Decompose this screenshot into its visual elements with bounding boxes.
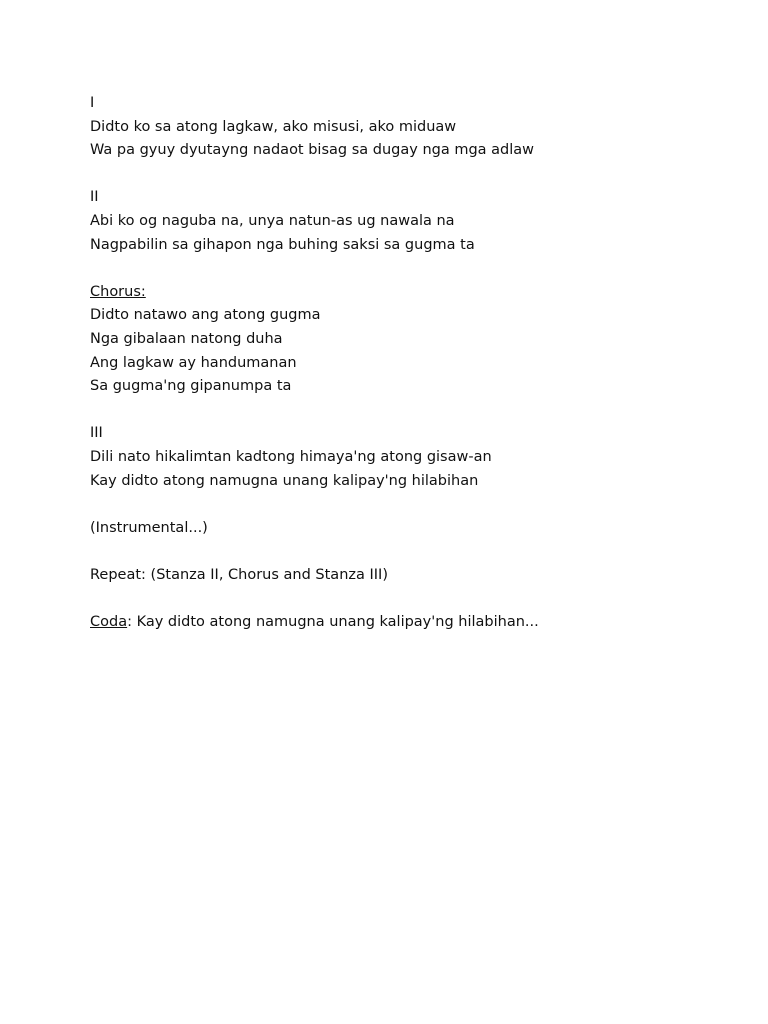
- stanza-1-line-2: Wa pa gyuy dyutayng nadaot bisag sa dugay nga mga adlaw: [90, 142, 535, 159]
- coda-text: : Kay didto atong namugna unang kalipay'ng hilabihan...: [127, 614, 539, 631]
- chorus-line-4: Sa gugma'ng gipanumpa ta: [90, 378, 292, 395]
- stanza-2-line-2: Nagpabilin sa gihapon nga buhing saksi sa gugma ta: [90, 236, 475, 253]
- instrumental-note: (Instrumental...): [90, 519, 208, 536]
- spacer: [90, 163, 730, 187]
- chorus-heading: [90, 281, 730, 305]
- stanza-1-label: I: [90, 95, 95, 111]
- stanza-3-line-1: Dili nato hikalimtan kadtong himaya'ng atong gisaw-an: [90, 448, 492, 465]
- chorus-line-1: Didto natawo ang atong gugma: [90, 307, 321, 324]
- chorus-line-2: Nga gibalaan natong duha: [90, 330, 283, 347]
- stanza-3-label: III: [90, 425, 103, 442]
- coda-label: Coda: [90, 614, 128, 631]
- coda-line: [90, 611, 730, 635]
- spacer: [90, 587, 730, 611]
- spacer: [90, 540, 730, 564]
- spacer: [90, 257, 730, 281]
- spacer: [90, 399, 730, 423]
- stanza-2-line-1: Abi ko og naguba na, unya natun-as ug nawala na: [90, 212, 455, 229]
- chorus-label: Chorus:: [90, 283, 146, 300]
- stanza-1-line-1: Didto ko sa atong lagkaw, ako misusi, ako miduaw: [90, 118, 457, 135]
- stanza-2-label: II: [90, 189, 99, 206]
- chorus-line-3: Ang lagkaw ay handumanan: [90, 354, 297, 371]
- repeat-note: Repeat: (Stanza II, Chorus and Stanza III): [90, 566, 388, 583]
- stanza-3-line-2: Kay didto atong namugna unang kalipay'ng hilabihan: [90, 472, 479, 489]
- lyrics-document: [90, 92, 730, 635]
- spacer: [90, 493, 730, 517]
